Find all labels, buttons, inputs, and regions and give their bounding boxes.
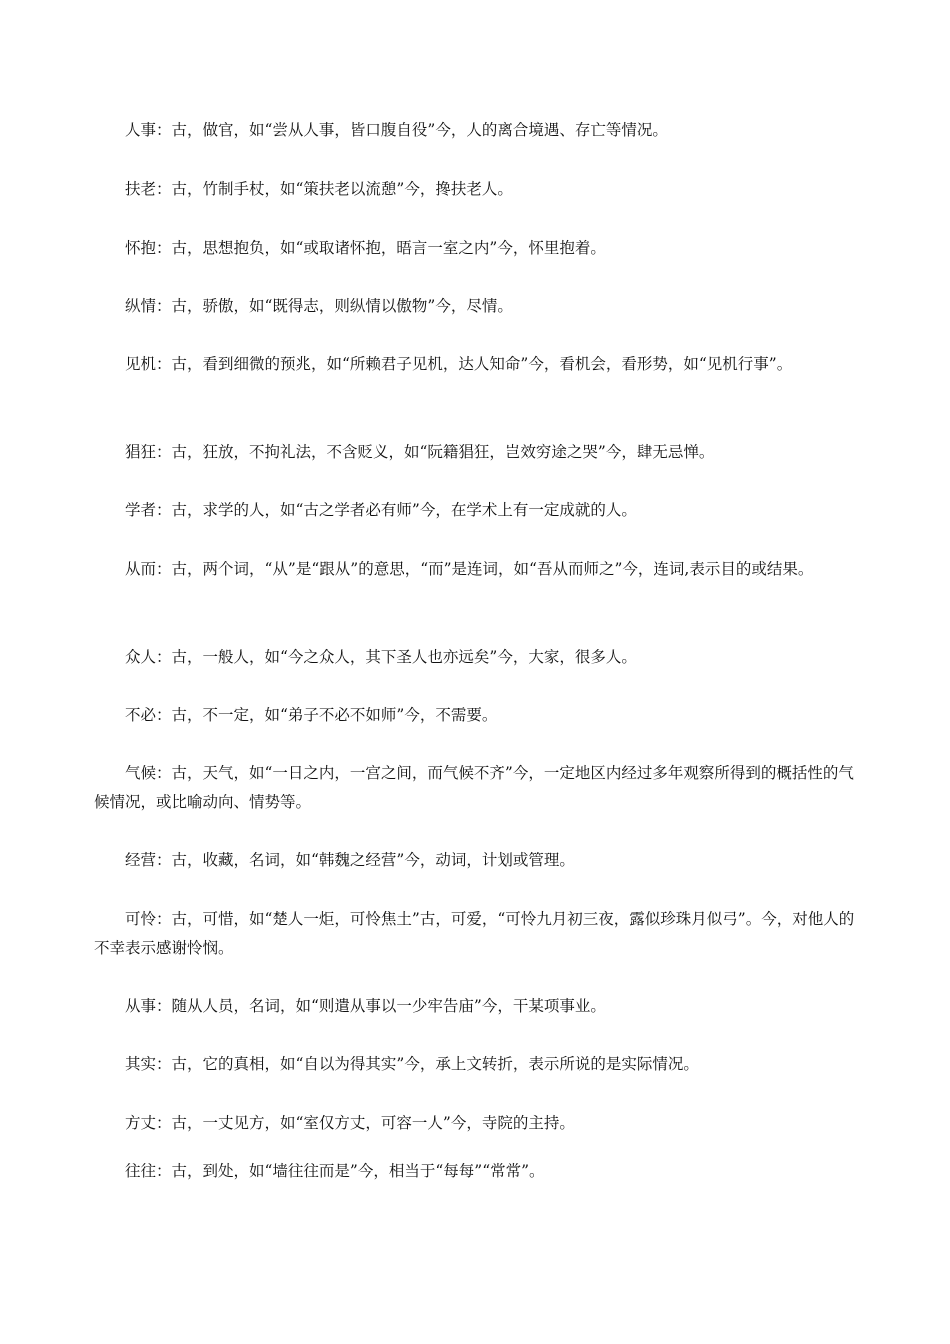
- entry-bubi: 不必：古，不一定，如“弟子不必不如师”今，不需要。: [125, 706, 498, 724]
- entry-jianji: 见机：古，看到细微的预兆，如“所赖君子见机，达人知命”今，看机会，看形势，如“见机行事”。: [125, 355, 793, 373]
- entry-xuezhe: 学者：古，求学的人，如“古之学者必有师”今，在学术上有一定成就的人。: [125, 501, 637, 519]
- entry-zongqing: 纵情：古，骄傲，如“既得志，则纵情以傲物”今，尽情。: [125, 297, 513, 315]
- entry-kelian: 可怜：古，可惜，如“楚人一炬，可怜焦土”古，可爱，“可怜九月初三夜，露似珍珠月似弓”。今，对他人的不幸表示感谢怜悯。: [94, 910, 855, 957]
- entry-fulao: 扶老：古，竹制手杖，如“策扶老以流憩”今，搀扶老人。: [125, 180, 513, 198]
- entry-conger: 从而：古，两个词，“从”是“跟从”的意思，“而”是连词，如“吾从而师之”今，连词,表示目的或结果。: [125, 560, 814, 578]
- entry-jingying: 经营：古，收藏，名词，如“韩魏之经营”今，动词，计划或管理。: [125, 851, 575, 869]
- entry-qishi: 其实：古，它的真相，如“自以为得其实”今，承上文转折，表示所说的是实际情况。: [125, 1055, 699, 1073]
- entry-zhongren: 众人：古，一般人，如“今之众人，其下圣人也亦远矣”今，大家，很多人。: [125, 648, 637, 666]
- entry-fangzhang: 方丈：古，一丈见方，如“室仅方丈，可容一人”今，寺院的主持。: [125, 1114, 575, 1132]
- entry-wangwang: 往往：古，到处，如“墙往往而是”今，相当于“每每”“常常”。: [125, 1162, 545, 1180]
- entry-qihou: 气候：古，天气，如“一日之内，一宫之间，而气候不齐”今，一定地区内经过多年观察所得到的概括性的气候情况，或比喻动向、情势等。: [94, 764, 854, 811]
- entry-renshi: 人事：古，做官，如“尝从人事，皆口腹自役”今，人的离合境遇、存亡等情况。: [125, 121, 668, 139]
- entry-huaibao: 怀抱：古，思想抱负，如“或取诸怀抱，晤言一室之内”今，怀里抱着。: [125, 239, 606, 257]
- entry-changkuang: 猖狂：古，狂放，不拘礼法，不含贬义，如“阮籍猖狂，岂效穷途之哭”今，肆无忌惮。: [125, 443, 715, 461]
- entry-congshi: 从事：随从人员，名词，如“则遣从事以一少牢告庙”今，干某项事业。: [125, 997, 606, 1015]
